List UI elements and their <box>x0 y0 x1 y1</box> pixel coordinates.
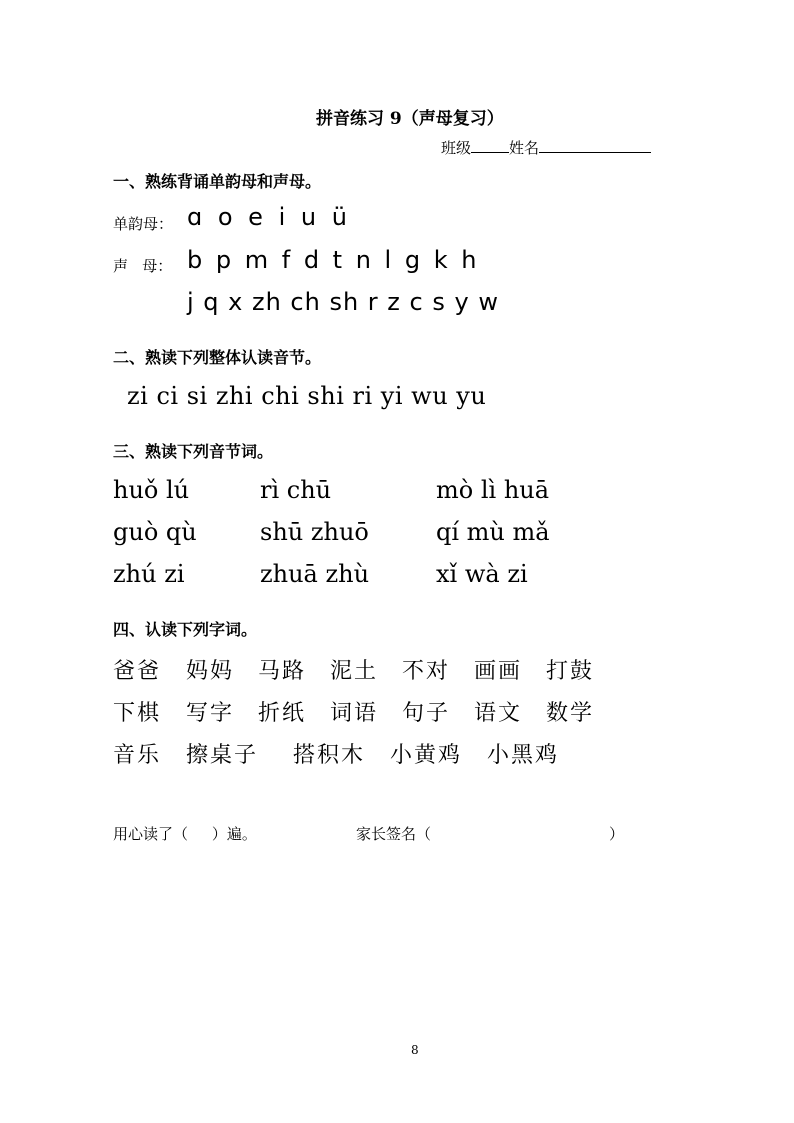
pinyin-word: shū zhuō <box>260 518 369 546</box>
chinese-word: 音乐 <box>113 743 162 768</box>
chinese-word: 打鼓 <box>546 659 595 684</box>
class-name-fields <box>441 137 651 158</box>
chinese-word: 爸爸 <box>113 659 162 684</box>
pinyin-word: qí mù mǎ <box>436 518 550 546</box>
class-blank[interactable] <box>471 138 509 153</box>
chinese-word: 妈妈 <box>186 659 235 684</box>
pinyin-word: xǐ wà zi <box>436 560 528 588</box>
pinyin-word: rì chū <box>260 476 332 504</box>
initials-label: 声 母： <box>113 257 173 275</box>
chinese-word: 小黑鸡 <box>487 743 560 768</box>
pinyin-word: zhuā zhù <box>260 560 370 588</box>
chinese-word: 下棋 <box>113 701 162 726</box>
pinyin-word: guò qù <box>113 518 197 546</box>
section4-heading: 四、认读下列字词。 <box>113 620 258 639</box>
whole-syllables: zi ci si zhi chi shi ri yi wu yu <box>127 382 487 410</box>
chinese-word: 马路 <box>258 659 307 684</box>
name-label: 姓名 <box>509 139 540 157</box>
chinese-word: 数学 <box>546 701 595 726</box>
pinyin-word: huǒ lú <box>113 476 190 504</box>
vowels-list: ɑ o e i u ü <box>187 203 351 231</box>
chinese-word: 句子 <box>402 701 451 726</box>
pinyin-word: zhú zi <box>113 560 185 588</box>
section3-heading: 三、熟读下列音节词。 <box>113 442 274 461</box>
section1-heading: 一、熟练背诵单韵母和声母。 <box>113 172 322 191</box>
section2-heading: 二、熟读下列整体认读音节。 <box>113 348 322 367</box>
class-label: 班级 <box>441 139 472 157</box>
parent-signature-label: 家长签名（ <box>356 825 432 843</box>
parent-signature-close: ） <box>609 825 625 843</box>
initials-line-2: j q x zh ch sh r z c s y w <box>187 288 499 316</box>
page-title: 拼音练习 9（声母复习） <box>316 109 504 129</box>
name-blank[interactable] <box>539 138 651 153</box>
vowels-label: 单韵母： <box>113 215 174 233</box>
page-number: 8 <box>411 1043 419 1057</box>
chinese-word: 搭积木 <box>293 743 366 768</box>
chinese-word: 语文 <box>474 701 523 726</box>
chinese-word: 擦桌子 <box>186 743 259 768</box>
read-count-field[interactable]: 用心读了（ ）遍。 <box>113 825 257 843</box>
chinese-word: 泥土 <box>330 659 379 684</box>
chinese-word: 小黄鸡 <box>390 743 463 768</box>
chinese-word: 画画 <box>474 659 523 684</box>
chinese-word: 折纸 <box>258 701 307 726</box>
chinese-word: 不对 <box>402 659 451 684</box>
chinese-word: 词语 <box>330 701 379 726</box>
chinese-word: 写字 <box>186 701 235 726</box>
pinyin-word: mò lì huā <box>436 476 550 504</box>
initials-line-1: b p m f d t n l g k h <box>187 246 480 274</box>
